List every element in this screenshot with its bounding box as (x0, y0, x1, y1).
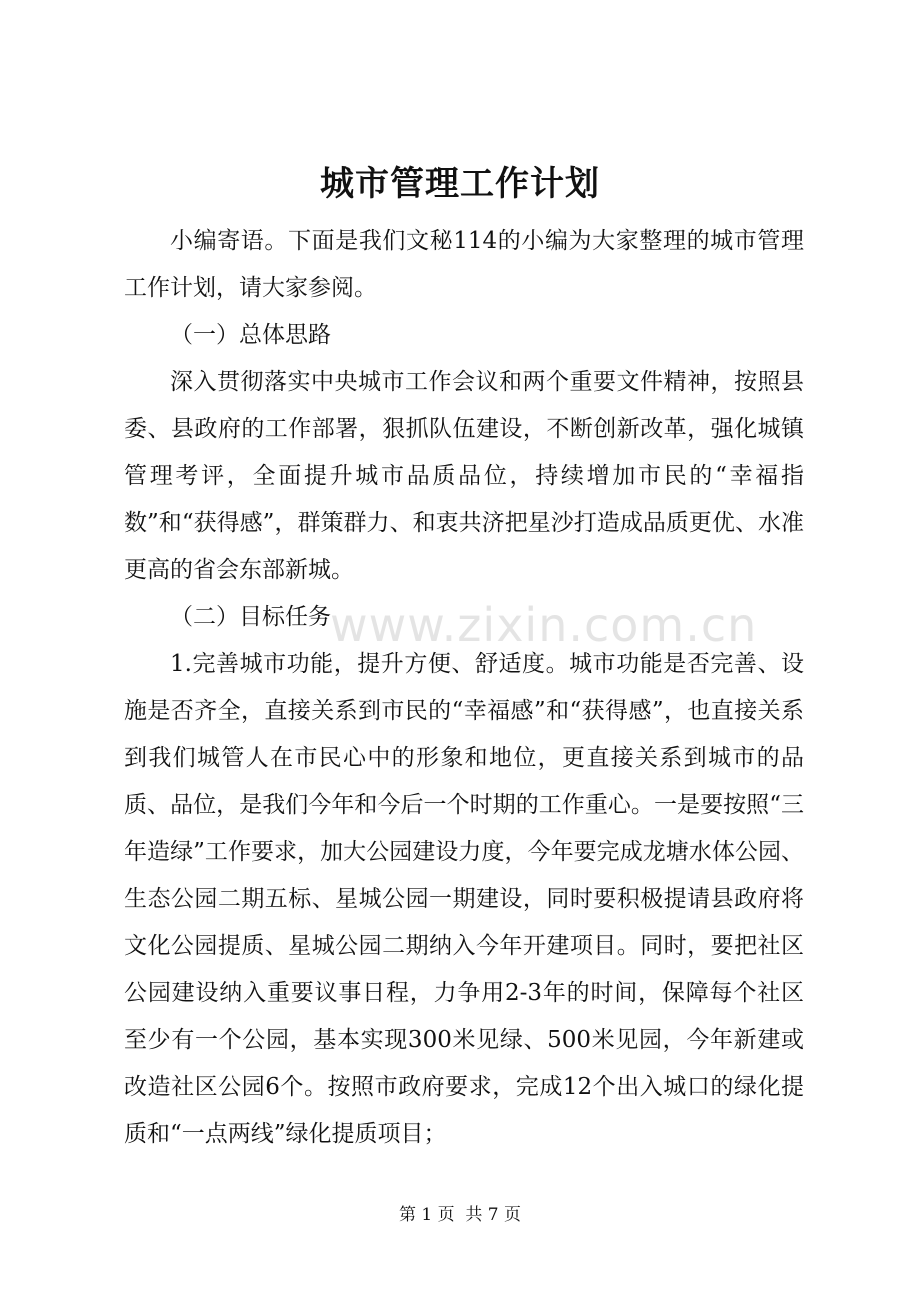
section-heading-overall-idea: （一）总体思路 (170, 322, 331, 348)
document-title: 城市管理工作计划 (320, 164, 600, 204)
section-heading-goals: （二）目标任务 (170, 604, 331, 630)
watermark: www.zixin.com.cn (330, 598, 758, 652)
page-footer (0, 1200, 920, 1225)
paragraph-goal-1: 1.完善城市功能，提升方便、舒适度。城市功能是否完善、设施是否齐全，直接关系到市民的“幸福感”和“获得感”，也直接关系到我们城管人在市民心中的形象和地位，更直接关系到城市的品质、品位，是我们今年和今后一个时期的工作重心。一是要按照“三年造绿”工作要求，加大公园建设力度，今年要完成龙塘水体公园、生态公园二期五标、星城公园一期建设，同时要积极提请县政府将文化公园提质、星城公园二期纳入今年开建项目。同时，要把社区公园建设纳入重要议事日程，力争用2-3年的时间，保障每个社区至少有一个公园，基本实现300米见绿、500米见园，今年新建或改造社区公园6个。按照市政府要求，完成12个出入城口的绿化提质和“一点两线”绿化提质项目； (124, 651, 804, 1147)
paragraph-intro: 小编寄语。下面是我们文秘114的小编为大家整理的城市管理工作计划，请大家参阅。 (124, 228, 804, 301)
document-body (124, 218, 804, 1158)
page-number-label: 第 1 页 共 7 页 (398, 1205, 522, 1225)
paragraph-overall-idea: 深入贯彻落实中央城市工作会议和两个重要文件精神，按照县委、县政府的工作部署，狠抓队伍建设，不断创新改革，强化城镇管理考评，全面提升城市品质品位，持续增加市民的“幸福指数”和“获得感”，群策群力、和衷共济把星沙打造成品质更优、水准更高的省会东部新城。 (124, 369, 804, 583)
